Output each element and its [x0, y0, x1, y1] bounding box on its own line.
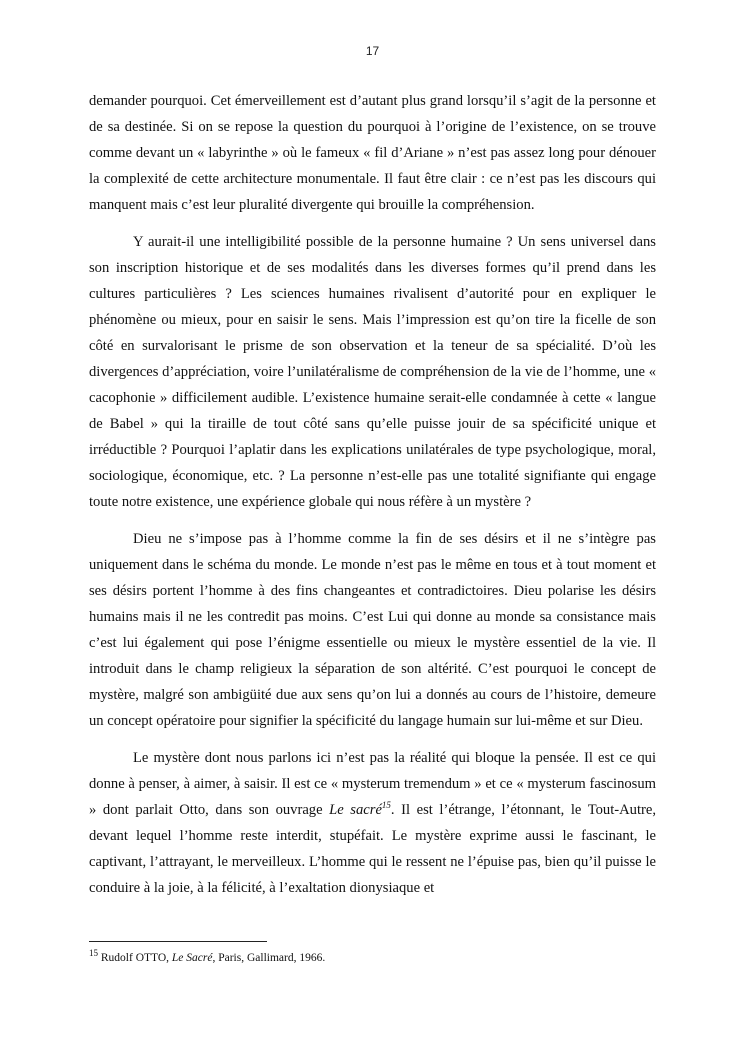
footnote-separator	[89, 941, 267, 942]
footnote-publication: , Paris, Gallimard, 1966.	[212, 952, 326, 964]
paragraph-1: demander pourquoi. Cet émerveillement est d’autant plus grand lorsqu’il s’agit de la personne et de sa destinée. Si on se repose la question du pourquoi à l’origine de l’existence, on se trouve comme devant un « labyrinthe » où le fameux « fil d’Ariane » n’est pas assez long pour dénouer la complexité de cette architecture monumentale. Il faut être clair : ce n’est pas les discours qui manquent mais c’est leur pluralité divergente qui brouille la compréhension.	[89, 93, 656, 213]
footnote-title: Le Sacré	[171, 952, 213, 964]
footnote-author: Rudolf OTTO,	[98, 952, 172, 964]
paragraph-4	[89, 745, 656, 901]
page-number: 17	[365, 44, 380, 58]
paragraph-4-text-start: Le mystère dont nous parlons ici n’est pas la réalité qui bloque la pensée. Il est ce qui donne à penser, à aimer, à saisir. Il est ce « mysterum tremendum » et ce « mysterum fascinosum » dont parlait Otto, dans son ouvrage	[89, 750, 656, 818]
paragraph-2: Y aurait-il une intelligibilité possible de la personne humaine ? Un sens universel dans son inscription historique et de ses modalités dans les diverses formes qu’il prend dans les cultures particulières ? Les sciences humaines rivalisent d’autorité pour en expliquer le phénomène ou mieux, pour en saisir le sens. Mais l’impression est qu’on tire la ficelle de son côté en survalorisant le prisme de son observation et la teneur de sa spécialité. D’où les divergences d’appréciation, voire l’unilatéralisme de compréhension de la vie de l’homme, une « cacophonie » difficilement audible. L’existence humaine serait-elle condamnée à cette « langue de Babel » qui la tiraille de tout côté sans qu’elle puisse jouir de sa spécificité unique et irréductible ? Pourquoi l’aplatir dans les explications unilatérales de type psychologique, moral, sociologique, économique, etc. ? La personne n’est-elle pas une totalité signifiante qui engage toute notre existence, une expérience globale qui nous réfère à un mystère ?	[89, 234, 656, 510]
paragraph-3: Dieu ne s’impose pas à l’homme comme la fin de ses désirs et il ne s’intègre pas uniquement dans le schéma du monde. Le monde n’est pas le même en tous et à tout moment et ses désirs portent l’homme à des fins changeantes et contradictoires. Dieu polarise les désirs humains mais il ne les contredit pas moins. C’est Lui qui donne au monde sa consistance mais c’est lui également qui pose l’énigme essentielle ou mieux le mystère essentiel de la vie. Il introduit dans le champ religieux la séparation de son altérité. C’est pourquoi le concept de mystère, malgré son ambigüité due aux sens qu’on lui a donnés au cours de l’histoire, demeure un concept opératoire pour signifier la spécificité du langage humain sur lui-même et sur Dieu.	[89, 531, 656, 729]
footnote	[89, 950, 656, 966]
body-text	[89, 88, 656, 912]
footnote-reference[interactable]: 15	[381, 800, 391, 811]
paragraph-4-text-end: . Il est l’étrange, l’étonnant, le Tout-Autre, devant lequel l’homme reste interdit, stupéfait. Le mystère exprime aussi le fascinant, le captivant, l’attrayant, le merveilleux. L’homme qui le ressent ne l’épuise pas, bien qu’il puisse le conduire à la joie, à la félicité, à l’exaltation dionysiaque et	[89, 802, 656, 896]
footnote-number: 15	[89, 948, 98, 959]
book-title-le-sacre: Le sacré	[329, 802, 382, 818]
